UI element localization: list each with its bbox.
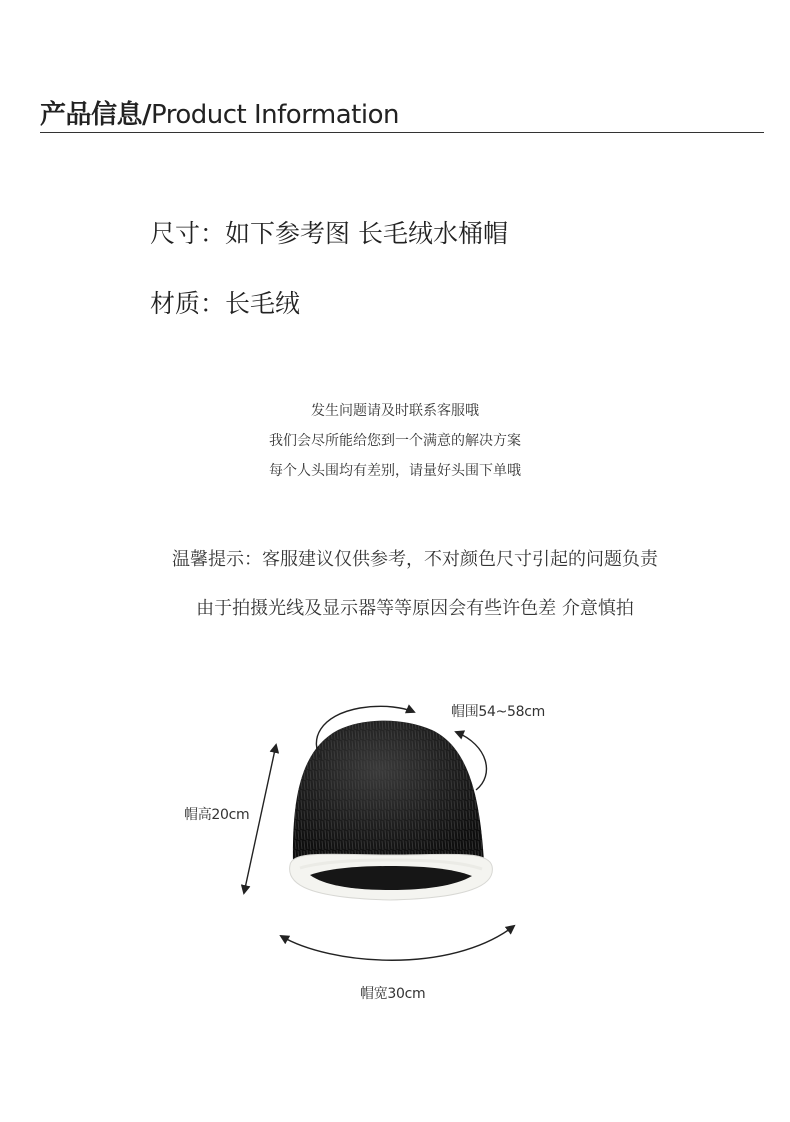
section-title-en: Product Information bbox=[151, 100, 399, 130]
hat-image bbox=[290, 721, 493, 900]
material-spec: 材质：长毛绒 bbox=[150, 289, 301, 318]
tip-line-color-difference: 由于拍摄光线及显示器等等原因会有些许色差 介意慎拍 bbox=[196, 598, 634, 619]
size-spec: 尺寸：如下参考图 长毛绒水桶帽 bbox=[150, 219, 508, 248]
circumference-label: 帽围54~58cm bbox=[451, 704, 545, 720]
hat-size-diagram bbox=[0, 690, 790, 1020]
tip-line-disclaimer: 温馨提示：客服建议仅供参考，不对颜色尺寸引起的问题负责 bbox=[172, 549, 658, 570]
note-line: 发生问题请及时联系客服哦 bbox=[311, 403, 479, 419]
width-label: 帽宽30cm bbox=[360, 986, 426, 1002]
note-line: 我们会尽所能给您到一个满意的解决方案 bbox=[269, 433, 521, 449]
service-notes bbox=[0, 396, 790, 486]
note-line: 每个人头围均有差别，请量好头围下单哦 bbox=[269, 463, 521, 479]
section-title-cn: 产品信息/ bbox=[40, 100, 151, 130]
hat-diagram-graphic bbox=[0, 690, 790, 1020]
height-label: 帽高20cm bbox=[184, 807, 250, 823]
section-header bbox=[40, 92, 764, 133]
section-title bbox=[40, 94, 399, 131]
